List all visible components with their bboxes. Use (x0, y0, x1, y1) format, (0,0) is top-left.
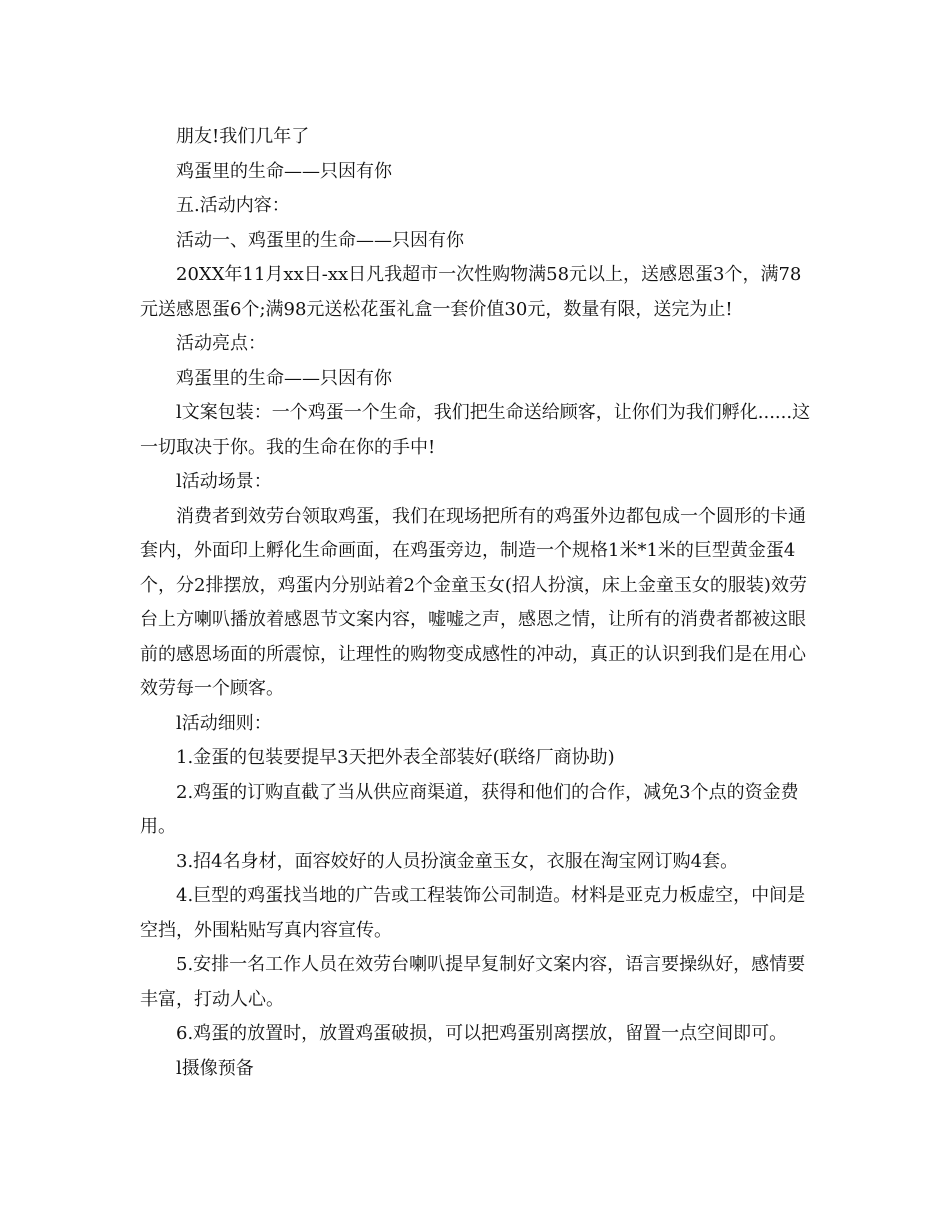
paragraph: 活动亮点： (176, 333, 266, 354)
section-heading: 五.活动内容： (176, 195, 290, 216)
paragraph: 朋友!我们几年了 (176, 126, 310, 147)
paragraph: 活动一、鸡蛋里的生命——只因有你 (176, 229, 464, 251)
paragraph: l摄像预备 (176, 1057, 254, 1079)
paragraph: l文案包装：一个鸡蛋一个生命，我们把生命送给顾客，让你们为我们孵化......这一切取决于你。我的生命在你的手中! (140, 402, 811, 458)
paragraph: 20XX年11月xx日-xx日凡我超市一次性购物满58元以上，送感恩蛋3个，满78元送感恩蛋6个;满98元送松花蛋礼盒一套价值30元，数量有限，送完为止! (140, 264, 802, 320)
document-body (140, 120, 812, 1086)
paragraph: l活动细则： (176, 712, 272, 734)
list-item: 2.鸡蛋的订购直截了当从供应商渠道，获得和他们的合作，减免3个点的资金费用。 (140, 781, 799, 837)
list-item: 5.安排一名工作人员在效劳台喇叭提早复制好文案内容，语言要操纵好，感情要丰富，打动人心。 (140, 954, 806, 1010)
paragraph: 鸡蛋里的生命——只因有你 (176, 367, 392, 389)
paragraph: l活动场景： (176, 471, 272, 492)
paragraph: 消费者到效劳台领取鸡蛋，我们在现场把所有的鸡蛋外边都包成一个圆形的卡通套内，外面印上孵化生命画面，在鸡蛋旁边，制造一个规格1米*1米的巨型黄金蛋4个，分2排摆放，鸡蛋内分别站着2个金童玉女(招人扮演，床上金童玉女的服装)效劳台上方喇叭播放着感恩节文案内容，嘘嘘之声，感恩之情，让所有的消费者都被这眼前的感恩场面的所震惊，让理性的购物变成感性的冲动，真正的认识到我们是在用心效劳每一个顾客。 (140, 505, 807, 699)
list-item: 6.鸡蛋的放置时，放置鸡蛋破损，可以把鸡蛋别离摆放，留置一点空间即可。 (176, 1023, 788, 1044)
paragraph: 鸡蛋里的生命——只因有你 (176, 160, 392, 182)
list-item: 3.招4名身材，面容姣好的人员扮演金童玉女，衣服在淘宝网订购4套。 (176, 850, 739, 872)
list-item: 4.巨型的鸡蛋找当地的广告或工程装饰公司制造。材料是亚克力板虚空，中间是空挡，外围粘贴写真内容宣传。 (140, 885, 806, 941)
list-item: 1.金蛋的包装要提早3天把外表全部装好(联络厂商协助) (176, 747, 615, 768)
